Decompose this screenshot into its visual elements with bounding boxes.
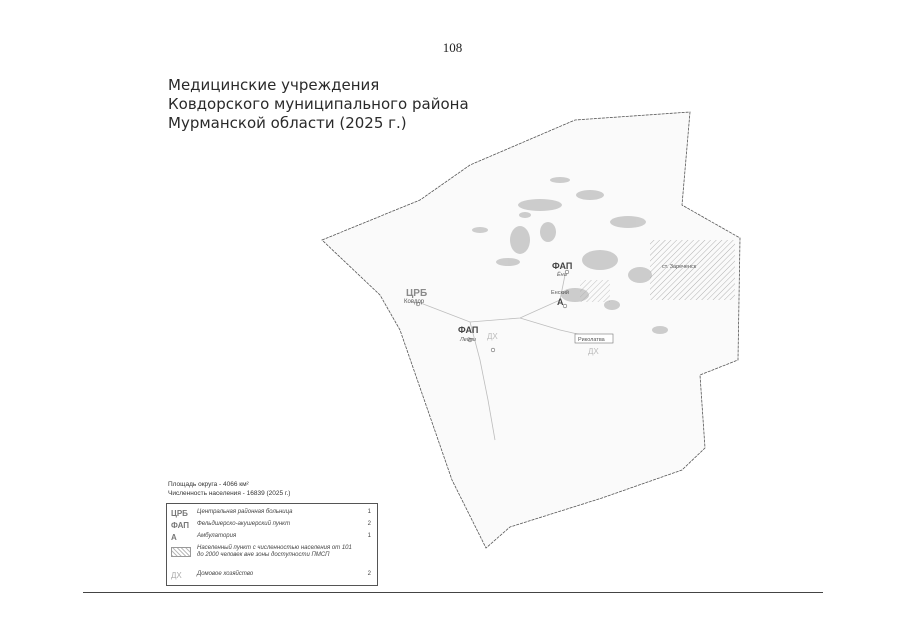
district-stats <box>168 480 290 498</box>
legend-symbol-hatch <box>171 547 191 557</box>
crb-symbol: ЦРБ <box>406 288 428 299</box>
fap1-symbol: ФАП <box>552 261 573 271</box>
title-line-3: Мурманской области (2025 г.) <box>168 114 407 132</box>
legend-count-fap: 2 <box>367 521 371 527</box>
legend-text-amb: Амбулатория <box>197 533 237 539</box>
legend-count-amb: 1 <box>367 533 371 539</box>
crb-place-label: Ковдор <box>404 299 425 305</box>
rikolatva-label: Риколатва <box>578 337 605 343</box>
terrain-hatch-east <box>650 240 735 300</box>
legend-symbol-amb: А <box>171 533 177 542</box>
title-line-1: Медицинские учреждения <box>168 76 380 94</box>
legend-count-dh: 2 <box>367 571 371 577</box>
page-bottom-rule <box>83 592 823 593</box>
dh-mark-1: ДХ <box>487 332 498 341</box>
legend-symbol-dh: ДХ <box>171 571 182 580</box>
amb-symbol: А <box>557 297 564 307</box>
fap2-symbol: ФАП <box>458 325 479 335</box>
legend-text-crb: Центральная районная больница <box>197 509 293 515</box>
east-place-label: ст. Зареченск <box>662 264 697 270</box>
page-number: 108 <box>442 40 463 55</box>
terrain-hatch-center <box>580 280 610 302</box>
amb-place-label: Енский <box>551 290 570 296</box>
legend-text-fap: Фельдшерско-акушерский пункт <box>197 521 291 527</box>
district-boundary <box>322 112 740 548</box>
legend-symbol-fap: ФАП <box>171 521 190 530</box>
dh-mark-2: ДХ <box>588 347 599 356</box>
legend <box>166 503 378 586</box>
legend-text-settlement: Населенный пункт с численностью населения от 101 до 2000 человек вне зоны доступности ПМСП <box>197 545 352 558</box>
fap1-place-label: Ёна <box>557 272 567 278</box>
legend-text-dh: Домовое хозяйство <box>197 571 254 577</box>
legend-count-crb: 1 <box>367 509 371 515</box>
area-text: Площадь округа - 4066 км² <box>168 481 249 488</box>
legend-symbol-crb: ЦРБ <box>171 509 188 518</box>
fap2-place-label: Лейпи <box>460 337 476 343</box>
title-line-2: Ковдорского муниципального района <box>168 95 469 113</box>
population-text: Численность населения - 16839 (2025 г.) <box>168 490 291 497</box>
